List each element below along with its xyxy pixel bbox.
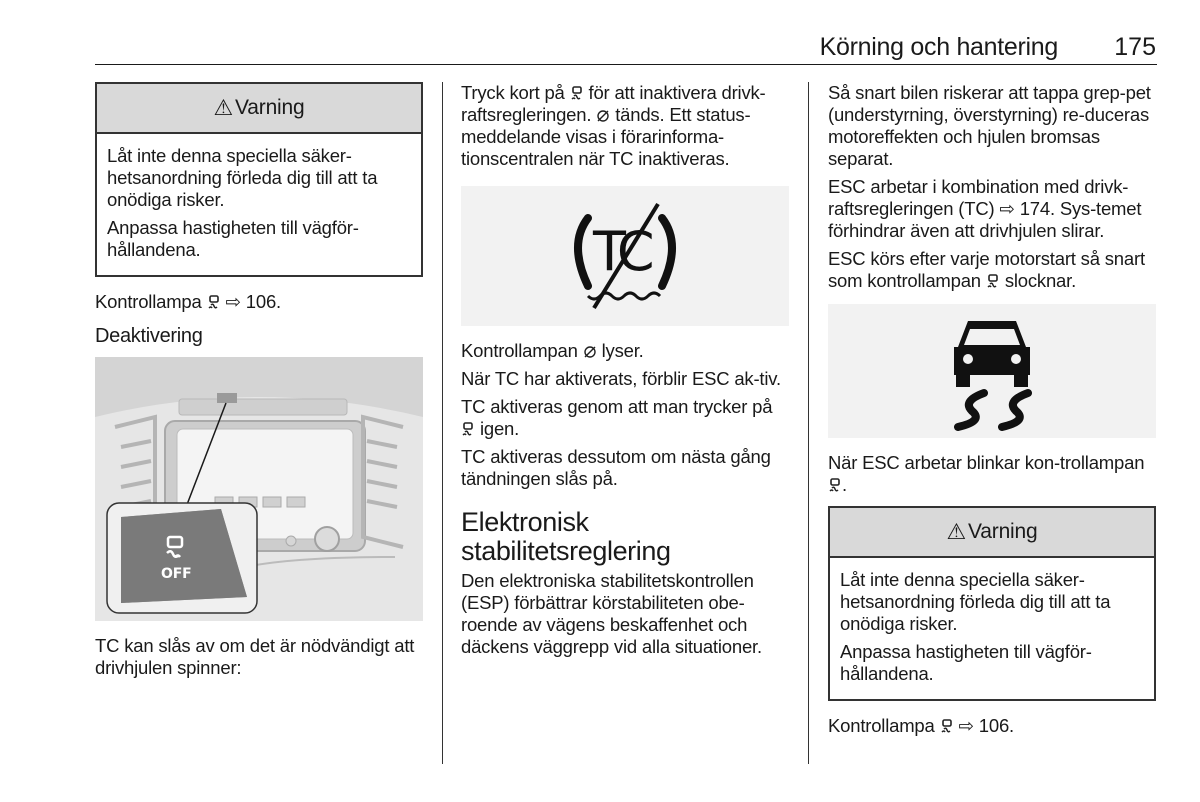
esc-lamp-icon: [570, 86, 584, 101]
column-3: [828, 82, 1156, 743]
warning-box: [828, 506, 1156, 701]
off-button-label: OFF: [161, 566, 192, 582]
warning-box: [95, 82, 423, 277]
esc-lamp-icon: [828, 478, 842, 493]
esc-lamp-icon: [940, 719, 954, 734]
paragraph: Den elektroniska stabilitetskontrollen (ESP) förbättrar körstabiliteten obe-roende av vägens beskaffenhet och däckens väggrepp vid alla situationer.: [461, 570, 762, 657]
column-divider: [808, 82, 809, 764]
section-title: Körning och hantering: [819, 33, 1058, 61]
tc-off-icon: [583, 345, 597, 359]
dashboard-photo: [95, 357, 423, 621]
paragraph: TC aktiveras dessutom om nästa gång tändningen slås på.: [461, 446, 771, 489]
arrow-icon: ⇨: [958, 715, 974, 736]
cross-reference: Kontrollampa ⇨ 106.: [828, 715, 1014, 736]
arrow-icon: ⇨: [225, 291, 241, 312]
esc-lamp-icon: [986, 274, 1000, 289]
skidding-car-icon: [932, 311, 1052, 431]
warning-title: Varning: [968, 520, 1038, 543]
warning-text: Låt inte denna speciella säker-hetsanordning förleda dig till att ta onödiga risker.: [840, 569, 1111, 634]
paragraph: TC kan slås av om det är nödvändigt att drivhjulen spinner:: [95, 635, 415, 678]
paragraph: När TC har aktiverats, förblir ESC ak-tiv.: [461, 368, 781, 389]
esc-icon-panel: [828, 304, 1156, 438]
warning-triangle-icon: ⚠: [213, 95, 234, 120]
subheading-deactivation: Deaktivering: [95, 325, 203, 347]
warning-text: Låt inte denna speciella säker-hetsanordning förleda dig till att ta onödiga risker.: [107, 145, 378, 210]
section-heading: Elektronisk stabilitetsreglering: [461, 507, 671, 566]
esc-lamp-icon: [207, 295, 221, 310]
paragraph: Tryck kort på för att inaktivera drivk-raftsregleringen. tänds. Ett status-meddelande visas i förarinforma-tionscentralen när TC inaktiveras.: [461, 82, 766, 169]
column-2: [461, 82, 789, 664]
paragraph: TC aktiveras genom att man trycker på igen.: [461, 396, 773, 439]
column-divider: [442, 82, 443, 764]
tc-off-icon-panel: [461, 186, 789, 326]
warning-title: Varning: [235, 96, 305, 119]
warning-text: Anpassa hastigheten till vägför-hållandena.: [107, 217, 359, 260]
warning-triangle-icon: ⚠: [946, 519, 967, 544]
header-divider: [95, 64, 1157, 65]
paragraph: Så snart bilen riskerar att tappa grep-pet (understyrning, överstyrning) re-duceras motoreffekten och hjulen bromsas separat.: [828, 82, 1151, 169]
dashboard-illustration: [95, 357, 423, 621]
paragraph: Kontrollampan lyser.: [461, 340, 644, 361]
warning-header: [830, 508, 1154, 558]
paragraph: När ESC arbetar blinkar kon-trollampan .: [828, 452, 1145, 495]
esc-lamp-icon: [461, 422, 475, 437]
page-number: 175: [1114, 33, 1156, 61]
paragraph: ESC körs efter varje motorstart så snart som kontrollampan slocknar.: [828, 248, 1145, 291]
column-1: [95, 82, 423, 685]
warning-header: [97, 84, 421, 134]
paragraph: ESC arbetar i kombination med drivk-raftsregleringen (TC) ⇨ 174. Sys-temet förhindrar även att drivhjulen slirar.: [828, 176, 1142, 241]
warning-text: Anpassa hastigheten till vägför-hållandena.: [840, 641, 1092, 684]
tc-off-icon: [596, 109, 610, 123]
cross-reference: Kontrollampa ⇨ 106.: [95, 291, 281, 312]
tc-icon-caption: TC: [593, 220, 649, 283]
arrow-icon: ⇨: [999, 198, 1015, 219]
